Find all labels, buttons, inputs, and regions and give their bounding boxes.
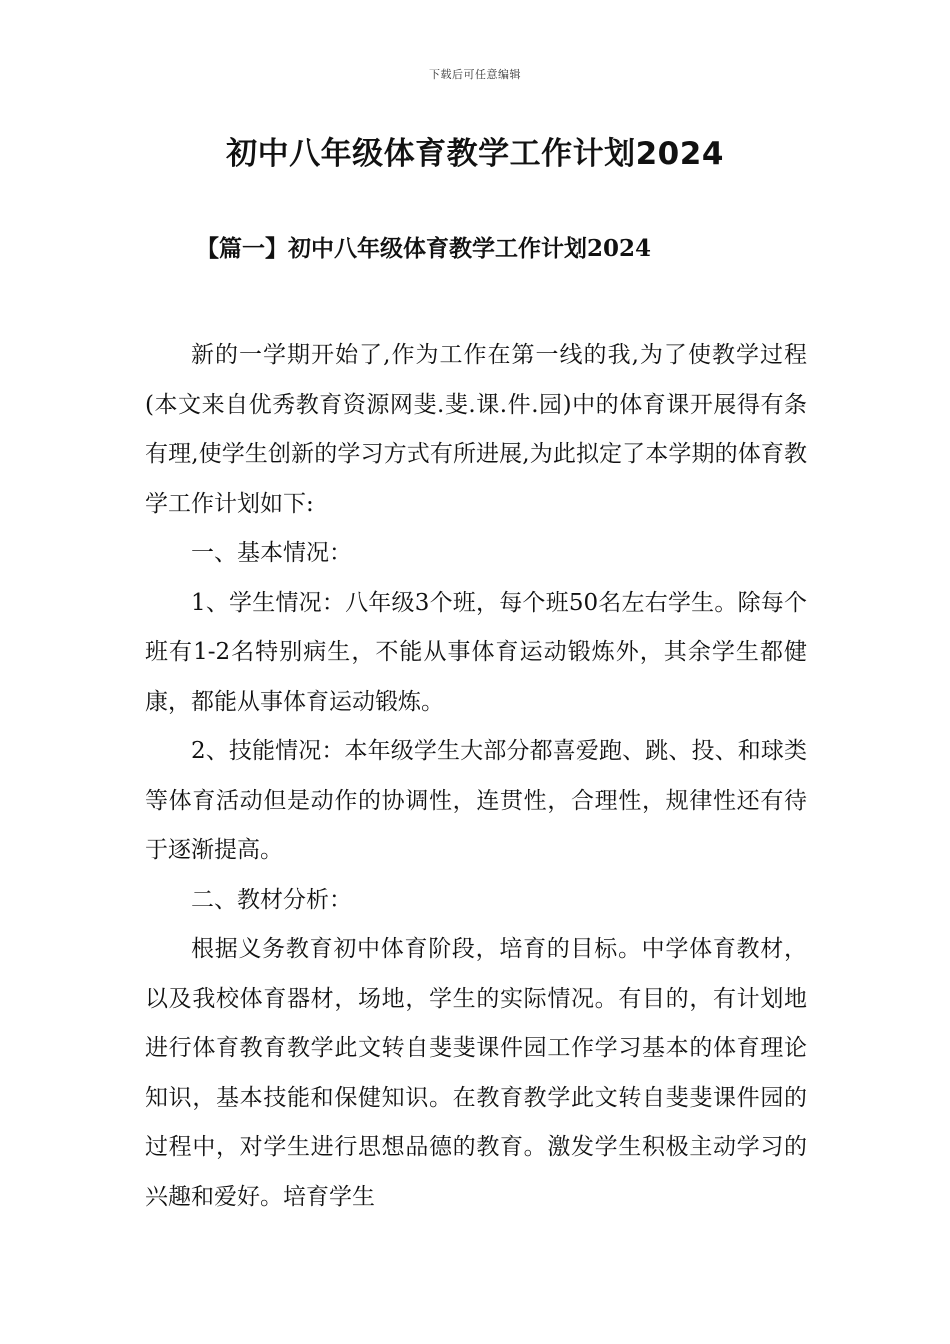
paragraph-heading-basic-situation: 一、基本情况： xyxy=(191,540,352,566)
header-note: 下载后可任意编辑 xyxy=(429,68,521,81)
paragraph-textbook-analysis: 根据义务教育初中体育阶段，培育的目标。中学体育教材，以及我校体育器材，场地，学生的实际情况。有目的，有计划地进行体育教育教学此文转自斐斐课件园工作学习基本的体育理论知识，基本技能和保健知识。在教育教学此文转自斐斐课件园的过程中，对学生进行思想品德的教育。激发学生积极主动学习的兴趣和爱好。培育学生 xyxy=(145,936,807,1210)
paragraph-heading-textbook-analysis: 二、教材分析： xyxy=(191,886,352,913)
paragraph-intro: 新的一学期开始了,作为工作在第一线的我,为了使教学过程(本文来自优秀教育资源网斐.斐.课.件.园)中的体育课开展得有条有理,使学生创新的学习方式有所进展,为此拟定了本学期的体育教学工作计划如下: xyxy=(145,342,807,517)
body-text xyxy=(145,331,807,1222)
document-title: 初中八年级体育教学工作计划2024 xyxy=(226,136,724,172)
paragraph-student-situation: 1、学生情况：八年级3个班，每个班50名左右学生。除每个班有1-2名特别病生，不能从事体育运动锻炼外，其余学生都健康，都能从事体育运动锻炼。 xyxy=(145,589,807,715)
paragraph-skill-situation: 2、技能情况：本年级学生大部分都喜爱跑、跳、投、和球类等体育活动但是动作的协调性，连贯性，合理性，规律性还有待于逐渐提高。 xyxy=(145,738,807,863)
section-heading: 【篇一】初中八年级体育教学工作计划2024 xyxy=(196,235,652,262)
